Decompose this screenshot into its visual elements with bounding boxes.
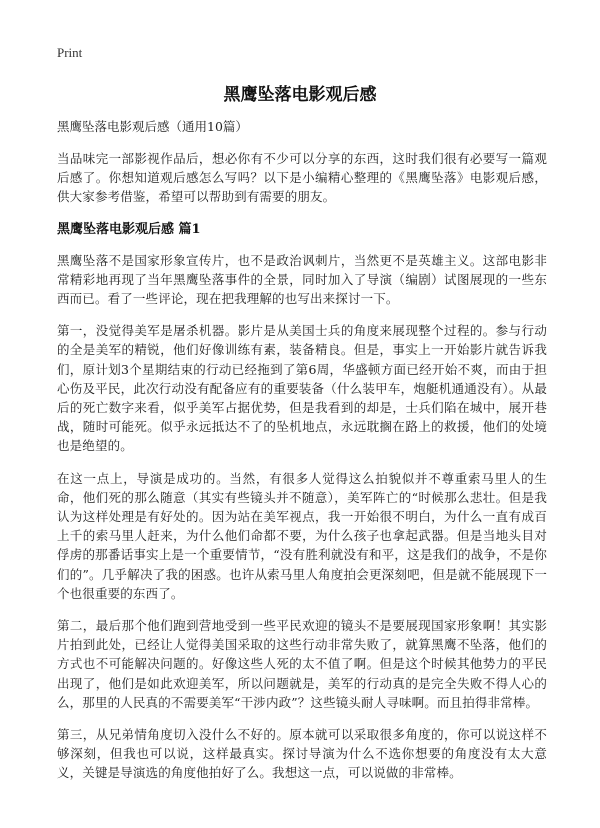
document-subtitle: 黑鹰坠落电影观后感（通用10篇） bbox=[57, 119, 248, 134]
intro-paragraph: 当品味完一部影视作品后，想必你有不少可以分享的东西，这时我们很有必要写一篇观后感了。你想知道观后感怎么写吗？以下是小编精心整理的《黑鹰坠落》电影观后感，供大家参考借鉴，希望可以帮助到有需要的朋友。 bbox=[57, 151, 547, 205]
body-paragraph-2: 第一，没觉得美军是屠杀机器。影片是从美国士兵的角度来展现整个过程的。参与行动的全是美军的精锐，他们好像训练有素，装备精良。但是，事实上一开始影片就告诉我们，原计划3个星期结束的行动已经拖到了第6周，华盛顿方面已经开始不爽，而由于担心伤及平民，此次行动没有配备应有的重要装备（什么装甲车，炮艇机通通没有）。从最后的死亡数字来看，似乎美军占据优势，但是我看到的却是，士兵们陷在城中，展开巷战，随时可能死。似乎永远抵达不了的坠机地点，永远耽搁在路上的救援，他们的处境也是绝望的。 bbox=[57, 323, 547, 454]
section-heading: 黑鹰坠落电影观后感 篇1 bbox=[57, 221, 201, 237]
body-paragraph-1: 黑鹰坠落不是国家形象宣传片，也不是政治讽刺片，当然更不是英雄主义。这部电影非常精彩地再现了当年黑鹰坠落事件的全景，同时加入了导演（编剧）试图展现的一些东西而已。看了一些评论，现在把我理解的也写出来探讨一下。 bbox=[57, 252, 547, 307]
body-paragraph-4: 第二，最后那个他们跑到营地受到一些平民欢迎的镜头不是要展现国家形象啊！其实影片拍到此处，已经让人觉得美国采取的这些行动非常失败了，就算黑鹰不坠落，他们的方式也不可能解决问题的。好像这些人死的太不值了啊。但是这个时候其他势力的平民出现了，他们是如此欢迎美军，所以问题就是，美军的行动真的是完全失败不得人心的么，那里的人民真的不需要美军“干涉内政”？这些镜头耐人寻味啊。而且拍得非常棒。 bbox=[57, 618, 547, 710]
document-body bbox=[57, 118, 547, 796]
document-title: 黑鹰坠落电影观后感 bbox=[223, 85, 377, 105]
print-link[interactable]: Print bbox=[57, 45, 83, 60]
body-paragraph-3: 在这一点上，导演是成功的。当然，有很多人觉得这么拍貌似并不尊重索马里人的生命，他们死的那么随意（其实有些镜头并不随意），美军阵亡的“时候那么悲壮。但是我认为这样处理是有好处的。因为站在美军视点，我一开始很不明白，为什么一直有成百上千的索马里人赶来，为什么他们命都不要，为什么孩子也拿起武器。但是当地头目对俘虏的那番话事实上是一个重要情节，“没有胜利就没有和平，这是我们的战争，不是你们的”。几乎解决了我的困惑。也许从索马里人角度拍会更深刻吧，但是就不能展现下一个也很重要的东西了。 bbox=[57, 470, 547, 601]
body-paragraph-5: 第三，从兄弟情角度切入没什么不好的。原本就可以采取很多角度的，你可以说这样不够深刻，但我也可以说，这样最真实。探讨导演为什么不选你想要的角度没有太大意义，关键是导演选的角度他拍好了么。我想这一点，可以说做的非常棒。 bbox=[57, 727, 547, 781]
